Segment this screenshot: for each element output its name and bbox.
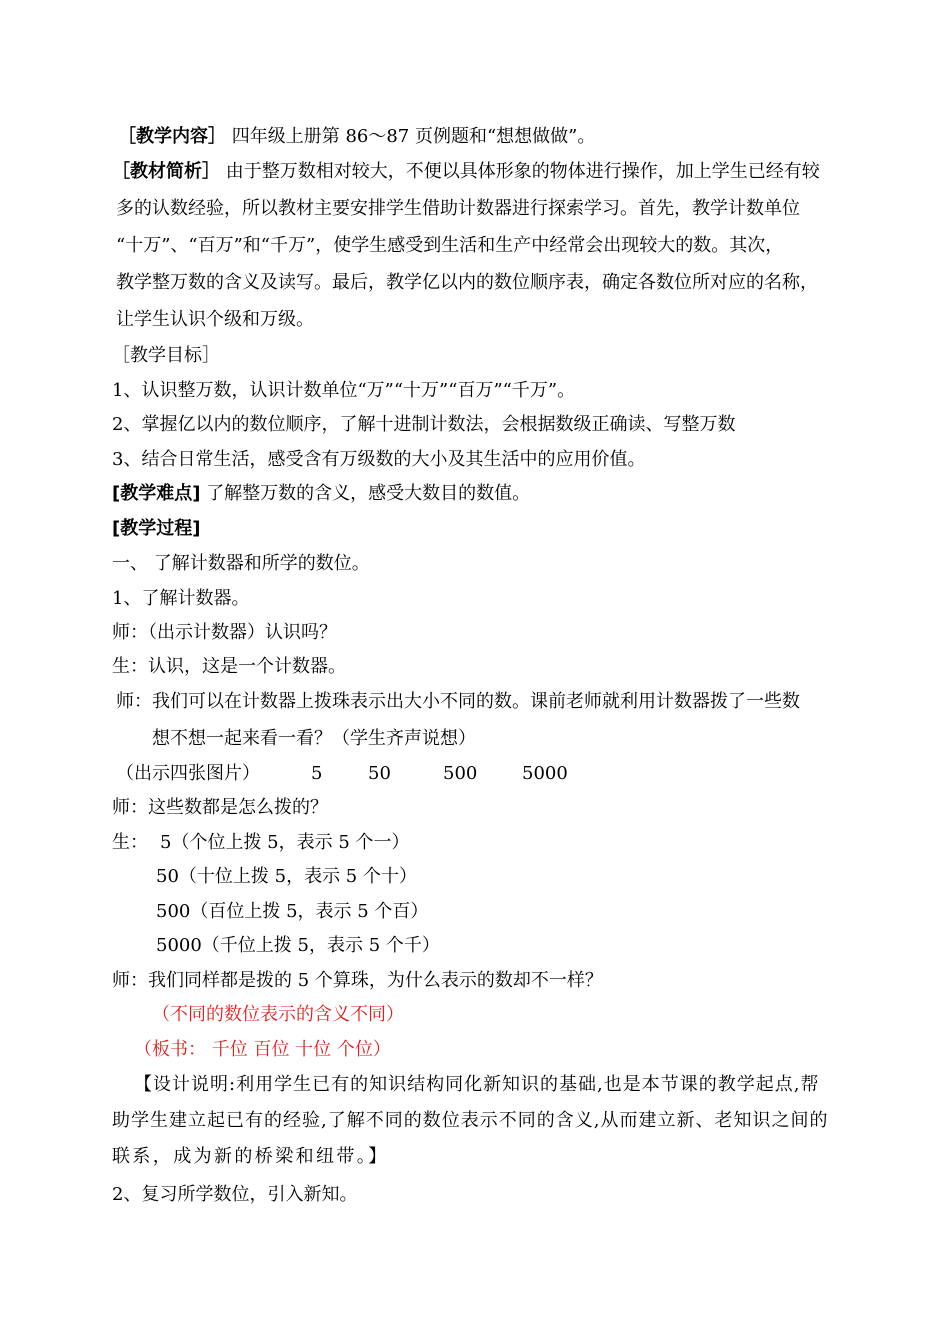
subsection-heading: 2、复习所学数位，引入新知。 <box>112 1184 358 1205</box>
goal-item: 2、掌握亿以内的数位顺序，了解十进制计数法，会根据数级正确读、写整万数 <box>112 414 736 435</box>
goal-item: 3、结合日常生活，感受含有万级数的大小及其生活中的应用价值。 <box>112 449 646 470</box>
red-answer: （不同的数位表示的含义不同） <box>152 1004 404 1025</box>
paragraph-line: 教学整万数的含义及读写。最后，教学亿以内的数位顺序表，确定各数位所对应的名称， <box>116 272 818 293</box>
material-analysis-text: 由于整万数相对较大，不便以具体形象的物体进行操作，加上学生已经有较 <box>225 161 820 182</box>
student-prefix: 生： <box>112 832 148 853</box>
picture-number: 50 <box>368 763 391 784</box>
material-analysis-line <box>112 161 820 183</box>
teaching-content-text: 四年级上册第 86～87 页例题和“想想做做”。 <box>231 126 596 147</box>
paragraph-line: 多的认数经验，所以教材主要安排学生借助计数器进行探索学习。首先，教学计数单位 <box>116 198 800 219</box>
pictures-label: （出示四张图片） <box>116 763 260 784</box>
teacher-line: 师：我们可以在计数器上拨珠表示出大小不同的数。课前老师就利用计数器拨了一些数 <box>116 691 800 712</box>
goal-item: 1、认识整万数，认识计数单位“万”“十万”“百万”“千万”。 <box>112 380 576 401</box>
section-heading: 一、 了解计数器和所学的数位。 <box>112 553 370 574</box>
teaching-content-line <box>118 126 595 148</box>
difficulty-text: 了解整万数的含义，感受大数目的数值。 <box>206 483 531 504</box>
student-answer: 5000（千位上拨 5，表示 5 个千） <box>156 935 440 956</box>
subsection-heading: 1、了解计数器。 <box>112 588 250 609</box>
teacher-line-continued: 想不想一起来看一看？（学生齐声说想） <box>152 728 476 749</box>
paragraph-line: “十万”、“百万”和“千万”，使学生感受到生活和生产中经常会出现较大的数。其次， <box>116 235 784 256</box>
student-line: 生：认识，这是一个计数器。 <box>112 656 346 677</box>
student-answer: 5（个位上拨 5，表示 5 个一） <box>160 832 410 853</box>
material-analysis-heading: ［教材简析］ <box>112 161 220 182</box>
design-note-line: 助学生建立起已有的经验,了解不同的数位表示不同的含义,从而建立新、老知识之间的 <box>112 1110 829 1131</box>
difficulty-heading: [教学难点] <box>112 483 201 504</box>
paragraph-line: 让学生认识个级和万级。 <box>116 309 314 330</box>
picture-number: 500 <box>443 763 478 784</box>
student-answer: 50（十位上拨 5，表示 5 个十） <box>156 866 417 887</box>
student-answer: 500（百位上拨 5，表示 5 个百） <box>156 901 429 922</box>
teacher-line: 师：这些数都是怎么拨的？ <box>112 797 328 818</box>
teacher-line: 师：（出示计数器）认识吗？ <box>112 622 337 643</box>
teaching-content-heading: ［教学内容］ <box>118 126 226 147</box>
design-note-line: 联系，成为新的桥梁和纽带。】 <box>112 1146 389 1167</box>
difficulty-line <box>112 483 530 505</box>
teacher-line: 师：我们同样都是拨的 5 个算珠，为什么表示的数却不一样？ <box>112 970 603 991</box>
design-note-line: 【设计说明:利用学生已有的知识结构同化新知识的基础,也是本节课的教学起点,帮 <box>134 1074 820 1095</box>
picture-number: 5000 <box>522 763 568 784</box>
blackboard-note: （板书： 千位 百位 十位 个位） <box>134 1039 391 1060</box>
goals-heading: ［教学目标］ <box>112 345 220 366</box>
process-heading: [教学过程] <box>112 518 201 539</box>
picture-number: 5 <box>311 763 323 784</box>
